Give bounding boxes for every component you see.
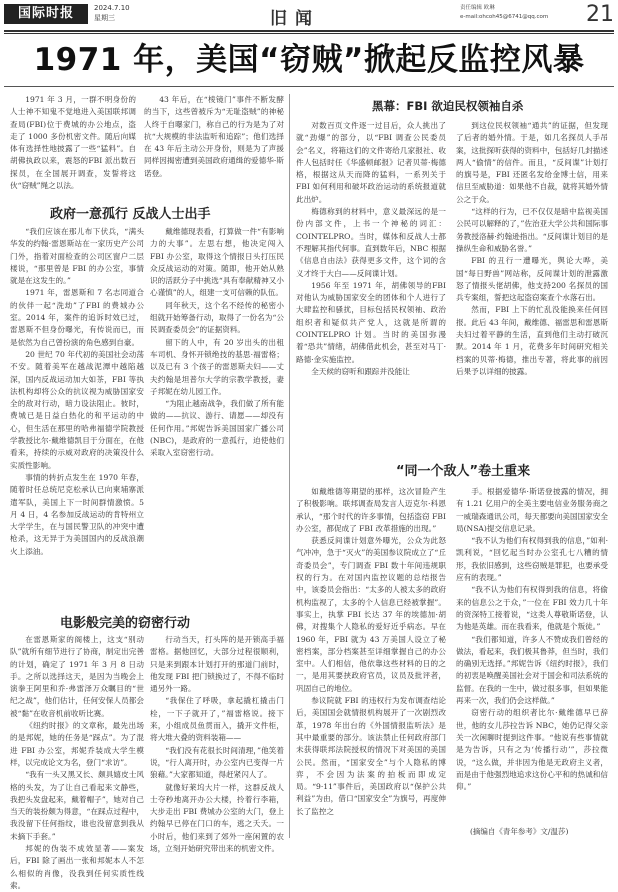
s3-col-2 <box>456 120 608 378</box>
section-heading: “同一个敌人”卷土重来 <box>396 464 531 479</box>
date-text: 2024.7.10 <box>94 4 130 12</box>
paragraph: 1956 年至 1971 年，胡佛领导的FBI 对他认为威胁国家安全的团体和个人进行了大肆监控和骚扰，目标包括民权领袖、政治组织者和疑似共产党人，这就是所谓的 COINTELPRO 计划。当时的美国弥漫着“恐共”情绪，胡佛借此机会，甚至对马丁·路德·金实施监控。 <box>296 280 446 364</box>
paragraph: 邦妮的伪装不成效显著——案发后，FBI 除了画出一张和邦妮本人不怎么相似的肖像，没我到任何实质性线索。 <box>10 844 144 890</box>
section-heading: 黑幕：FBI 欲迫民权领袖自杀 <box>372 99 524 113</box>
paragraph: 行动当天，打头阵的是开锁高手福雷格。据他回忆，大部分过程很顺利，只是来到跟本计划打开的那道门前时，他发现 FBI 把门锁换过了，不得不临时通另外一路。 <box>150 635 284 694</box>
paragraph: 获悉反间谍计划意外曝光，公众为此怒气冲冲，急于“灭火”的美国参议院成立了“丘奇委员会”，专门调查 FBI 数十年间违规职权的行为。在对国内监控议题的总结报告中，该委员会指出：“太多的人被太多的政府机构监视了，太多的个人信息已经被掌握”。事实上，执掌 FBI 长达 37 年的埃德加·胡佛，对搜集个人隐私的爱好近乎病态。早在 1960 年，FBI 就为 43 万美国人设立了秘密档案，部分档案甚至详细掌握自己的办公室中。人们相信，他依靠这些材料的日的之一，是用其要挟政府官员，议员及批评者，巩固自己的地位。 <box>296 536 446 693</box>
weekday-text: 星期三 <box>94 14 115 22</box>
paragraph: 事情的转折点发生在 1970 年春，随着时任总统尼克松承认已向柬埔寨派遣军队，美国上下一时间群情激愤。5 月 4 日，4 名参加反战运动的肯特州立大学学生，在与国民警卫队的冲突中遭枪杀，这无异于为美国国内的反战浪潮火上添油。 <box>10 472 144 556</box>
s4-col-1 <box>296 486 446 818</box>
intro-paragraph: 43 年后，在“棱镜门”事件不断发酵的当下，这些曾被斥为“无耻盗贼”的神秘人终于自曝家门，称自己的行为是为了对抗“大规模的非法监听和追踪”；他们选择在 43 年后主动公开身份，则是为了声援同样因揭密遭到美国政府通缉的爱德华·斯诺登。 <box>144 95 284 178</box>
page-number: 21 <box>586 2 614 27</box>
section-title: 旧闻 <box>270 9 320 29</box>
paragraph: “我保住了呼吸，拿起撬杠撬击门栓，一下子就开了，”福雷格说。接下来，小组成员鱼贯而入，撬开文件柜，将大堆大叠的资料装箱—— <box>150 696 284 743</box>
header-rule-thin <box>4 33 614 34</box>
editor-email: e-mail:ohcoh45@6741@qq.com <box>460 14 549 20</box>
paragraph: “为阻止越南战争，我们做了所有能做的——抗议、游行、请愿——却没有任何作用。”邦妮告诉美国国家广播公司(NBC)，是政府的一意孤行，迫使他们采取入室窃密行动。 <box>150 399 284 458</box>
newspaper-logo: 国际时报 <box>4 4 88 24</box>
paragraph: 20 世纪 70 年代初的美国社会动荡不安。随着美军在越战泥潭中越陷越深，国内反战运动加大如茶，FBI 等执法机构却将公众的抗议视为威胁国家安全的敌对行动，暗力设法阻止。彼时，费城已是日益白热化的和平运动的中心，但生活在那里的哈弗福德学院教授学教授比尔·戴维德凯目于分面在，在他看来，持续的示威对政府的决策没什么实质性影响。 <box>10 349 144 470</box>
paragraph: 在雷恩斯家的阁楼上，这支“别动队”就所有细节进行了协商，制定出完善的计划，确定了 1971 年 3 月 8 日动手。之所以选择这天，是因为当晚会上演拳王阿里和乔·弗雷泽万众瞩目的“世纪之战”，他们估计，任何安保人员都会被“黏”在收音机前收听比赛。 <box>10 635 144 718</box>
paragraph: “我们没有花很长时间清理，”他笑着说，“行人离开时，办公室内已变得一片狼藉。”大家都知道，得赶紧闪人了。 <box>150 745 284 780</box>
paragraph: “我不认为他们有权得到我的信息，将偷来的信息公之于众，”一位在 FBI 效力几十年的资深特工接着说，“这类人尊敬斯诺登，认为他是英雄。而在我看来，他就是个叛徒。” <box>456 585 608 632</box>
header-rule <box>4 30 614 32</box>
article-source: (摘编自《青年参考》文/温莎) <box>470 827 569 836</box>
main-headline: 1971 年，美国“窃贼”掀起反监控风暴 <box>33 42 585 78</box>
editor-contact <box>460 4 548 22</box>
s1-col-1 <box>10 226 144 558</box>
editor-name: 责任编辑 欧琳 <box>460 5 495 11</box>
s4-col-2 <box>456 486 608 793</box>
paragraph: 到这位民权领袖“通共”的证据，但发现了后者的婚外情。于是，如几名探员人手吊案，这批探听获得的资料中，包括好几封描述两人“偷情”的信件。而且，“反间谍”计划打的旗号是，FBI 还匿名发给金博士信，用来信旦至威胁道：如果他不自裁，就将其婚外情公之于众。 <box>456 121 608 204</box>
paragraph: 对数百页文件逐一过目后，众人挑出了就“劲爆”的部分，以“FBI 调查公民委员会”名义，将箱这们的文件寄给几家报社、收件人包括时任《华盛顿邮报》记者贝蒂·梅德格，根据这从天而降的猛料，一系列关于 FBI 如何利用和破坏政治运动的系统报道就此出炉。 <box>296 121 446 204</box>
paragraph: “我们应该在那儿布下伏兵，“满头华发的约翰·雷恩斯站在一家历史产公司门外，指着对面检查的公司区窗户二层楼说，“那里曾是 FBI 的办公室，事情就是在这发生的。” <box>10 227 144 286</box>
s1-col-2 <box>150 226 284 460</box>
intro-col-1 <box>10 94 136 192</box>
paragraph: “我有一头又黑又长、颇具嬉皮士风格的头发，为了让自己看起来文静些，我把头发盘起来，戴着帽子”，她对自己当天的装扮颇为得意，“在踩点过程中，我没留下任何指纹，谁也没留意到我从未摘下手套。” <box>10 770 144 841</box>
issue-date <box>94 3 130 23</box>
paragraph: 就像好莱坞大片一样，这群反战人士夺秒地离开办公大楼，拎着行李箱，大步走出 FBI 费城办公室的大门，登上约翰早已停在门口的车，逃之夭夭。一小时后，他们来到了郊外一座闲置的农场，立刻开始研究带出来的机密文件。 <box>150 782 284 854</box>
paragraph: 1971 年，雷恩斯和 7 名志同道合的伙伴一起“洗劫”了FBI 的费城办公室。2014 年，案件的追诉时效已过，雷恩斯不但身份曝光，有传说而已，而是依然为自己曾扮演的角色感到自豪。 <box>10 288 144 347</box>
paragraph: 参议院就 FBI 的违权行为发布调查结论后，美国国会就情报机构展开了一次剧烈改革，1978 年出台的《外国情报监听法》是其中最重要的部分。该法禁止任何政府部门未获得联邦法院授权的情况下对美国的美国公民。然而，“国家安全”与个人隐私的博弈，不会因为法案的拍板而即成定局。“9·11”事件后，美国政府以“保护公共利益”为由，借口“国家安全”为旗号，再度伸长了监控之 <box>296 696 446 816</box>
section-heading: 政府一意孤行 反战人士出手 <box>50 207 211 222</box>
column-divider <box>289 94 290 838</box>
paragraph: FBI 的丑行一遭曝光，舆论大哗，美国“每日野兽”网站称，反间谍计划的泄露激怒了情报头佬胡佛，他支持200 名探员的国兵专案组，誓把这起盗窃案查个水落石出。 <box>456 256 608 303</box>
paragraph: 戴维德现表看，打算做一件“有影响力的大事”。左思右想，他决定闯入 FBI 办公室，取得这个情报日头打压民众反战运动的对策。随即，他开始从熟识的活跃分子中挑选“具有奉献精神又小心谨慎”的人，组建一支可信赖的队伍。 <box>150 227 284 298</box>
paragraph: 窃密行动的组织者比尔·戴维德早已辞世，他的女儿莎拉告诉 NBC，她仍记得父亲关一次闲聊时提到这件事。“他说有些事情就是为告诉，只有之为‘传播行动’”，莎拉微说，“这么做，并非因为他是无政府主义者，而是由于他强烈地追求这份心平和的热诚和信仰。” <box>456 708 608 792</box>
s2-col-1 <box>10 634 144 892</box>
paragraph: 留下的人中，有 20 岁出头的出租车司机、身怀开锁绝技的基思·福雷格；以及已有 3 个孩子的雷恩斯夫妇——丈夫约翰是坦普尔大学的宗教学教授，妻子邦妮在幼儿园工作。 <box>150 337 284 396</box>
paragraph: 全天候的窃听和跟踪并没能让 <box>311 366 410 376</box>
intro-col-2 <box>144 94 284 180</box>
paragraph: “这样的行为，已不仅仅是暗中监视美国公民可以解释的了，”佐治亚大学公共和国际事务教授洛赫·约翰逊指出。“反间谍计划目的是操纵生命和威胁名誉。” <box>456 207 608 253</box>
paragraph: 同年秋天，这个名不经传的秘密小组就开始筹备行动，取得了一份名为“公民调查委员会”的证据资料。 <box>150 300 284 335</box>
headline-rule <box>4 86 614 87</box>
section-heading: 电影般完美的窃密行动 <box>60 616 191 631</box>
paragraph: 手。根据爱德华·斯诺登披露的情况，拥有 1.21 亿用户的全美主要电信业务服务商之一威瑞森通讯公司，每天都要向美国国家安全局(NSA)提交信息记录。 <box>456 487 608 533</box>
paragraph: 如戴维德等期望的那样，这次冒险产生了积极影响。联邦调查局发言人迈克尔·科恩承认，“那个时代的许多事情，包括盗窃 FBI 办公室，都促成了 FBI 改革措施的出现。” <box>296 487 446 533</box>
s2-col-2 <box>150 634 284 855</box>
intro-paragraph: 1971 年 3 月，一群不明身份的人士神不知鬼不觉地进入美国联邦调查局(FBI)位于费城的办公地点，盗走了 1000 多份机密文件。随后向媒体有选择性地披露了一些“猛料”。自胡佛执政以来，震怒的FBI 派出数百探员，在全国展开调查，发誓将这伙“窃贼”绳之以法。 <box>10 95 136 191</box>
paragraph: “我们都知道，许多人不赞成我们曾经的做法，看起来，我们极其鲁莽，但当时，我们的确别无选择。”邦妮告诉《纽约时报》，我们的初衷是唤醒美国社会对于国会和司法系统的监督。在我的一生中，做过很多事，但如果能再来一次，我们仍会这样做。” <box>456 634 608 706</box>
paragraph: 《纽约时报》的文章称，最先出场的是邦妮，她的任务是“踩点”。为了混进 FBI 办公室，邦妮乔装成大学生模样，以完成论文为名，登门“求访”。 <box>10 721 144 767</box>
paragraph: 然而，FBI 上下的忙乱没能换来任何回报。此后 43 年间，戴维德、福雷思和雷恩斯夫妇过着平静的生活，直到他们主动打破沉默。2014 年 1 月，花费多年时间研究相关档案的贝蒂·梅德，推出专著，将此事的前因后果予以详细的披露。 <box>456 305 608 376</box>
paragraph: 梅德称到的材料中，意义最深远的是一份内部文件，上书一个神秘的词汇：COINTELPRO。当时，媒体和反战人士都不理解其指代何事。直到数年后，NBC 根据《信息自由法》获得更多文件，这个词的含义才终于大白——反间谍计划。 <box>296 207 446 278</box>
s3-col-1 <box>296 120 446 378</box>
paragraph: “我不认为他们有权得到我的信息，”如利·凯利说，“回忆起当时办公室孔七八糟的情形，我依旧感到，这些窃贼是罪犯，也要承受应有的表现。” <box>456 536 608 583</box>
